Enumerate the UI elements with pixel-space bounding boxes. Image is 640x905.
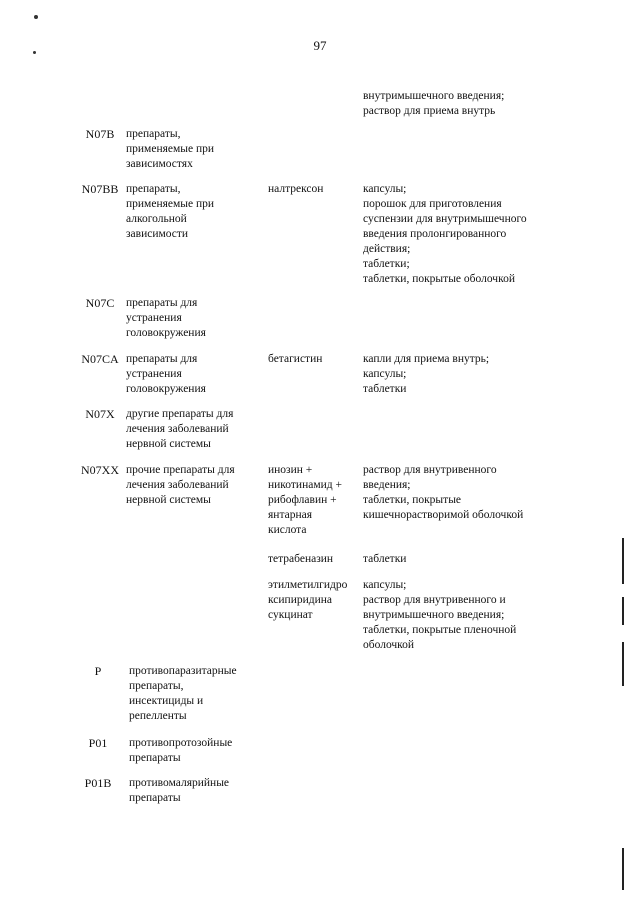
atc-code: P (94, 664, 102, 678)
drug-inn: инозин + никотинамид + рибофлавин + янтарная кислота (268, 464, 342, 536)
drug-inn: бетагистин (268, 353, 323, 365)
scan-edge-mark (622, 538, 624, 584)
atc-code: N07BB (81, 182, 119, 196)
atc-code: P01 (88, 736, 108, 750)
atc-code: N07X (85, 407, 115, 421)
scan-edge-mark (622, 642, 624, 686)
drug-inn: тетрабеназин (268, 553, 334, 565)
continuation-dosage-forms: внутримышечного введения; раствор для приема внутрь (363, 90, 505, 117)
atc-group-name: препараты, применяемые при зависимостях (126, 128, 215, 170)
atc-group-name: прочие препараты для лечения заболеваний нервной системы (126, 464, 235, 506)
dosage-forms: капли для приема внутрь; капсулы; таблетки (363, 353, 490, 395)
drug-inn: этилметилгидро ксипиридина сукцинат (268, 579, 348, 621)
scan-speck (34, 15, 38, 19)
dosage-forms: капсулы; порошок для приготовления суспензии для внутримышечного введения пролонгированного действия; таблетки; таблетки, покрытые оболочкой (363, 183, 527, 285)
scan-edge-mark (622, 848, 624, 890)
atc-code: N07CA (81, 352, 119, 366)
atc-group-name: противопаразитарные препараты, инсектициды и репелленты (129, 665, 237, 722)
atc-group-name: противомалярийные препараты (129, 777, 230, 804)
atc-group-name: препараты для устранения головокружения (126, 297, 206, 339)
page-number: 97 (313, 38, 327, 53)
atc-code: N07XX (81, 463, 119, 477)
atc-code: N07C (85, 296, 115, 310)
atc-code: P01B (84, 776, 112, 790)
atc-group-name: противопротозойные препараты (129, 737, 233, 764)
dosage-forms: капсулы; раствор для внутривенного и внутримышечного введения; таблетки, покрытые пленочной оболочкой (363, 579, 517, 651)
atc-code: N07B (85, 127, 115, 141)
drug-inn: налтрексон (268, 183, 324, 195)
atc-group-name: препараты, применяемые при алкогольной зависимости (126, 183, 215, 240)
scan-edge-mark (622, 597, 624, 625)
atc-group-name: препараты для устранения головокружения (126, 353, 206, 395)
dosage-forms: раствор для внутривенного введения; таблетки, покрытые кишечнорастворимой оболочкой (363, 464, 524, 521)
atc-group-name: другие препараты для лечения заболеваний нервной системы (126, 408, 234, 450)
dosage-forms: таблетки (363, 553, 407, 565)
